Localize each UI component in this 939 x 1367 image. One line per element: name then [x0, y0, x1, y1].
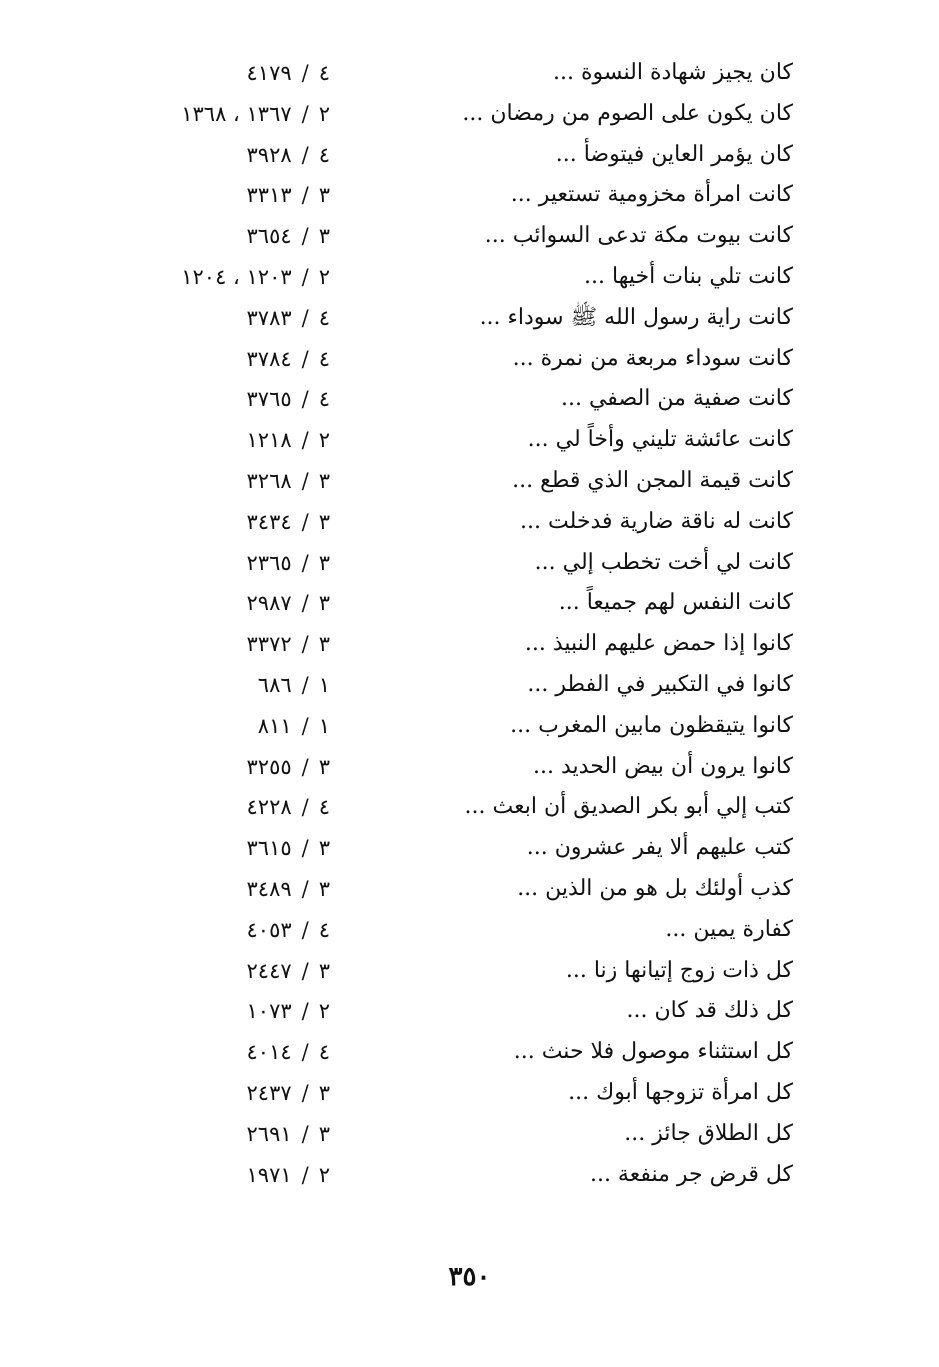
hadith-numbers: ١٠٧٣	[246, 999, 292, 1024]
volume-number: ٢	[318, 264, 330, 289]
entry-reference	[130, 1078, 330, 1108]
index-entry	[0, 1113, 939, 1154]
reference-separator: /	[301, 1040, 309, 1065]
volume-number: ٣	[318, 468, 330, 493]
entry-text: كانت راية رسول الله ﷺ سوداء ...	[479, 304, 793, 330]
entry-reference	[130, 180, 330, 210]
index-entry	[0, 1031, 939, 1072]
volume-number: ٢	[318, 1162, 330, 1187]
hadith-numbers: ٤٠٥٣	[246, 917, 292, 942]
volume-number: ٣	[318, 550, 330, 575]
hadith-numbers: ٢٦٩١	[246, 1121, 292, 1146]
entry-reference	[130, 915, 330, 945]
reference-separator: /	[301, 1121, 309, 1146]
entry-reference	[130, 99, 330, 129]
entry-text: كانت بيوت مكة تدعى السوائب ...	[484, 223, 793, 249]
index-entry	[0, 378, 939, 419]
index-entry	[0, 93, 939, 134]
hadith-numbers: ٤١٧٩	[246, 61, 292, 85]
reference-separator: /	[301, 346, 309, 371]
index-entry	[0, 664, 939, 705]
entry-reference	[130, 1160, 330, 1190]
volume-number: ٤	[318, 305, 330, 330]
entry-text: كانوا إذا حمض عليهم النبيذ ...	[524, 631, 793, 657]
hadith-numbers: ٣٦١٥	[246, 836, 292, 861]
index-entry	[0, 297, 939, 338]
hadith-numbers: ٦٨٦	[257, 672, 292, 697]
entry-reference	[130, 711, 330, 741]
volume-number: ٢	[318, 101, 330, 126]
reference-separator: /	[301, 754, 309, 779]
entry-text: كانت قيمة المجن الذي قطع ...	[512, 467, 793, 493]
index-entry	[0, 460, 939, 501]
entry-reference	[130, 588, 330, 618]
volume-number: ٣	[318, 876, 330, 901]
volume-number: ٤	[318, 346, 330, 371]
entry-text: كانت النفس لهم جميعاً ...	[558, 590, 793, 616]
reference-separator: /	[301, 1162, 309, 1187]
entry-reference	[130, 58, 330, 88]
reference-separator: /	[301, 672, 309, 697]
entry-text: كل الطلاق جائز ...	[624, 1120, 793, 1146]
volume-number: ٤	[318, 387, 330, 412]
entry-text: كانت امرأة مخزومية تستعير ...	[510, 182, 793, 208]
index-entry	[0, 1154, 939, 1195]
index-entry	[0, 501, 939, 542]
hadith-numbers: ٣٣٧٢	[246, 632, 292, 657]
volume-number: ٣	[318, 183, 330, 208]
index-entry	[0, 623, 939, 664]
entry-text: كل قرض جر منفعة ...	[589, 1161, 793, 1187]
entry-reference	[130, 956, 330, 986]
entry-text: كذب أولئك بل هو من الذين ...	[517, 875, 793, 901]
entry-reference	[130, 425, 330, 455]
entry-text: كل ذات زوج إتيانها زنا ...	[565, 957, 793, 983]
entry-text: كان يكون على الصوم من رمضان ...	[462, 100, 793, 126]
volume-number: ٤	[318, 795, 330, 820]
reference-separator: /	[301, 468, 309, 493]
reference-separator: /	[301, 917, 309, 942]
reference-separator: /	[301, 183, 309, 208]
hadith-numbers: ١٣٦٧ ، ١٣٦٨	[181, 101, 292, 126]
hadith-numbers: ٣٢٥٥	[246, 754, 292, 779]
volume-number: ١	[318, 672, 330, 697]
entry-text: كل امرأة تزوجها أبوك ...	[568, 1079, 793, 1105]
reference-separator: /	[301, 101, 309, 126]
entry-reference	[130, 670, 330, 700]
index-entry	[0, 542, 939, 583]
index-entry	[0, 215, 939, 256]
entry-reference	[130, 833, 330, 863]
entry-reference	[130, 384, 330, 414]
entry-text: كانت تلي بنات أخيها ...	[584, 263, 793, 289]
entry-reference	[130, 466, 330, 496]
index-entry	[0, 786, 939, 827]
hadith-numbers: ١٢٠٣ ، ١٢٠٤	[181, 264, 292, 289]
entry-text: كانت لي أخت تخطب إلي ...	[534, 549, 793, 575]
reference-separator: /	[301, 795, 309, 820]
index-entry	[0, 950, 939, 991]
entry-text: كانوا يرون أن بيض الحديد ...	[533, 753, 793, 779]
page-number: ٣٥٠	[448, 1262, 491, 1292]
hadith-numbers: ٣٧٨٤	[246, 346, 292, 371]
reference-separator: /	[301, 428, 309, 453]
reference-separator: /	[301, 958, 309, 983]
hadith-numbers: ٢٣٦٥	[246, 550, 292, 575]
volume-number: ٢	[318, 999, 330, 1024]
index-entry	[0, 1072, 939, 1113]
index-entry	[0, 52, 939, 93]
reference-separator: /	[301, 387, 309, 412]
hadith-numbers: ١٩٧١	[246, 1162, 292, 1187]
entry-text: كفارة يمين ...	[665, 916, 793, 942]
entry-reference	[130, 507, 330, 537]
index-entry	[0, 827, 939, 868]
volume-number: ٤	[318, 61, 330, 85]
volume-number: ٣	[318, 1121, 330, 1146]
reference-separator: /	[301, 509, 309, 534]
reference-separator: /	[301, 142, 309, 167]
reference-separator: /	[301, 61, 309, 85]
entry-reference	[130, 344, 330, 374]
volume-number: ٣	[318, 632, 330, 657]
volume-number: ٤	[318, 142, 330, 167]
index-entry	[0, 746, 939, 787]
volume-number: ٤	[318, 917, 330, 942]
entry-reference	[130, 792, 330, 822]
entry-text: كانوا يتيقظون مابين المغرب ...	[510, 712, 793, 738]
entry-text: كل ذلك قد كان ...	[626, 998, 793, 1024]
entry-reference	[130, 752, 330, 782]
volume-number: ١	[318, 713, 330, 738]
hadith-numbers: ٣٧٨٣	[246, 305, 292, 330]
hadith-numbers: ٣٦٥٤	[246, 224, 292, 249]
hadith-numbers: ٣٧٦٥	[246, 387, 292, 412]
reference-separator: /	[301, 876, 309, 901]
index-entry	[0, 582, 939, 623]
volume-number: ٣	[318, 224, 330, 249]
entry-text: كانت صفية من الصفي ...	[561, 386, 793, 412]
reference-separator: /	[301, 713, 309, 738]
index-entry	[0, 419, 939, 460]
hadith-numbers: ٢٤٤٧	[246, 958, 292, 983]
entry-text: كل استثناء موصول فلا حنث ...	[513, 1039, 793, 1065]
hadith-numbers: ٣٤٣٤	[246, 509, 292, 534]
hadith-numbers: ٢٤٣٧	[246, 1080, 292, 1105]
index-entry	[0, 909, 939, 950]
reference-separator: /	[301, 224, 309, 249]
entry-text: كانوا في التكبير في الفطر ...	[527, 671, 793, 697]
reference-separator: /	[301, 632, 309, 657]
entry-reference	[130, 874, 330, 904]
entry-text: كان يجيز شهادة النسوة ...	[553, 60, 793, 85]
hadith-numbers: ٢٩٨٧	[246, 591, 292, 616]
reference-separator: /	[301, 264, 309, 289]
volume-number: ٣	[318, 591, 330, 616]
volume-number: ٣	[318, 1080, 330, 1105]
entry-text: كان يؤمر العاين فيتوضأ ...	[555, 141, 793, 167]
index-entry	[0, 134, 939, 175]
entry-reference	[130, 996, 330, 1026]
hadith-numbers: ٣٩٢٨	[246, 142, 292, 167]
entry-text: كتب عليهم ألا يفر عشرون ...	[526, 835, 793, 861]
hadith-numbers: ٨١١	[257, 713, 292, 738]
index-entry	[0, 256, 939, 297]
entry-reference	[130, 303, 330, 333]
entry-reference	[130, 548, 330, 578]
index-entry	[0, 174, 939, 215]
index-entry	[0, 338, 939, 379]
index-entry	[0, 705, 939, 746]
index-entry	[0, 868, 939, 909]
entry-reference	[130, 140, 330, 170]
volume-number: ٣	[318, 754, 330, 779]
reference-separator: /	[301, 305, 309, 330]
volume-number: ٤	[318, 1040, 330, 1065]
entry-text: كانت له ناقة ضارية فدخلت ...	[520, 508, 793, 534]
entry-reference	[130, 1037, 330, 1067]
hadith-numbers: ٣٣١٣	[246, 183, 292, 208]
hadith-numbers: ٤٢٢٨	[246, 795, 292, 820]
entry-reference	[130, 221, 330, 251]
hadith-numbers: ٣٤٨٩	[246, 876, 292, 901]
volume-number: ٢	[318, 428, 330, 453]
entry-reference	[130, 1119, 330, 1149]
reference-separator: /	[301, 1080, 309, 1105]
volume-number: ٣	[318, 836, 330, 861]
entry-text: كتب إلي أبو بكر الصديق أن ابعث ...	[464, 794, 793, 820]
reference-separator: /	[301, 550, 309, 575]
reference-separator: /	[301, 836, 309, 861]
hadith-numbers: ١٢١٨	[246, 428, 292, 453]
volume-number: ٣	[318, 509, 330, 534]
index-entry	[0, 990, 939, 1031]
entry-text: كانت سوداء مربعة من نمرة ...	[512, 345, 793, 371]
volume-number: ٣	[318, 958, 330, 983]
hadith-numbers: ٤٠١٤	[246, 1040, 292, 1065]
reference-separator: /	[301, 999, 309, 1024]
entry-text: كانت عائشة تليني وأخاً لي ...	[527, 427, 793, 453]
index-list	[0, 52, 939, 1202]
entry-reference	[130, 262, 330, 292]
hadith-numbers: ٣٢٦٨	[246, 468, 292, 493]
entry-reference	[130, 629, 330, 659]
reference-separator: /	[301, 591, 309, 616]
